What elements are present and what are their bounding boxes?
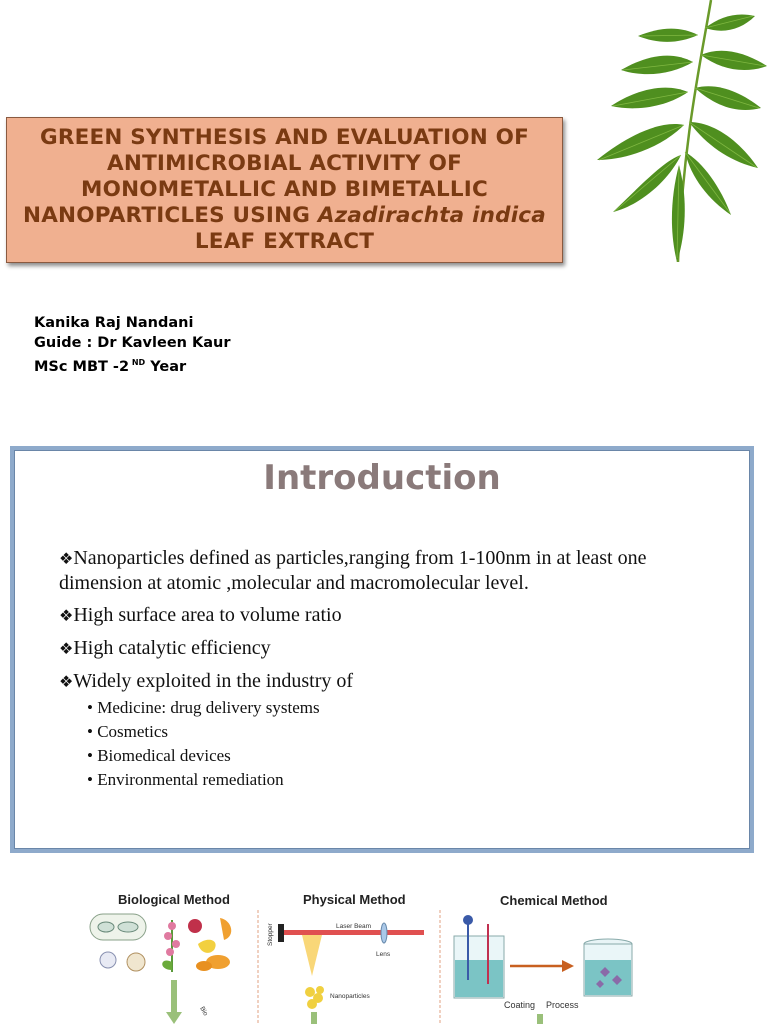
laser-beam-label: Laser Beam xyxy=(336,923,372,930)
process-label: Process xyxy=(546,1000,579,1010)
biological-fruits-icon xyxy=(188,918,231,971)
laser-setup-icon xyxy=(267,922,424,976)
biological-plant-icon xyxy=(162,920,180,972)
coating-label: Coating xyxy=(504,1000,536,1010)
title-text-part2: LEAF EXTRACT xyxy=(194,229,375,254)
chemical-method-title: Chemical Method xyxy=(500,893,608,908)
point-definition xyxy=(59,546,709,595)
point-catalytic xyxy=(59,636,709,661)
diamond-bullet-icon: ❖ xyxy=(59,672,74,691)
introduction-slide xyxy=(10,446,754,853)
industry-subpoints xyxy=(87,696,709,792)
title-text-part1: GREEN SYNTHESIS AND EVALUATION OF ANTIMICROBIAL ACTIVITY OF MONOMETALLIC AND BIMETALLIC NANOPARTICLES USING xyxy=(23,125,530,228)
chemical-beaker-left-icon xyxy=(454,915,504,998)
diamond-bullet-icon: ❖ xyxy=(59,639,74,658)
chemical-beaker-right-icon xyxy=(584,939,632,996)
subpoint-cosmetics: • Cosmetics xyxy=(87,720,709,744)
physical-method-title: Physical Method xyxy=(303,892,406,907)
bio-label: Bio xyxy=(198,1005,210,1018)
course-suffix: Year xyxy=(145,359,187,375)
subpoint-medicine: • Medicine: drug delivery systems xyxy=(87,696,709,720)
course-prefix: MSc MBT -2 xyxy=(34,359,130,375)
diamond-bullet-icon: ❖ xyxy=(59,549,74,568)
point-text: High surface area to volume ratio xyxy=(73,604,342,626)
course-superscript: ND xyxy=(129,358,146,367)
synthesis-methods-figure xyxy=(80,880,680,1024)
guide-name: Guide : Dr Kavleen Kaur xyxy=(34,334,231,351)
nanoparticles-label: Nanoparticles xyxy=(330,993,370,1000)
subpoint-environmental: • Environmental remediation xyxy=(87,768,709,792)
title-box xyxy=(6,117,563,263)
subpoint-biomedical: • Biomedical devices xyxy=(87,744,709,768)
biological-method-title: Biological Method xyxy=(118,892,230,907)
biological-microbes-icon xyxy=(90,914,146,971)
point-text: High catalytic efficiency xyxy=(73,637,271,659)
author-name: Kanika Raj Nandani xyxy=(34,315,194,331)
point-surface-area xyxy=(59,603,709,628)
point-text: Nanoparticles defined as particles,ranging from 1-100nm in at least one dimension at atomic ,molecular and macromolecular level. xyxy=(59,547,647,594)
lens-label: Lens xyxy=(376,951,391,958)
author-block xyxy=(34,314,231,378)
title-species-name: Azadirachta indica xyxy=(317,203,546,228)
diamond-bullet-icon: ❖ xyxy=(59,606,74,625)
introduction-title: Introduction xyxy=(263,458,501,498)
point-industry xyxy=(59,669,709,694)
neem-leaf-icon xyxy=(583,0,768,268)
course-year xyxy=(34,353,231,378)
introduction-points xyxy=(59,546,709,792)
slide-title xyxy=(7,125,562,255)
stopper-label: Stopper xyxy=(267,923,274,946)
nanoparticles-cluster-icon xyxy=(305,986,370,1009)
point-text: Widely exploited in the industry of xyxy=(73,670,354,692)
process-arrow-icon xyxy=(510,960,574,972)
